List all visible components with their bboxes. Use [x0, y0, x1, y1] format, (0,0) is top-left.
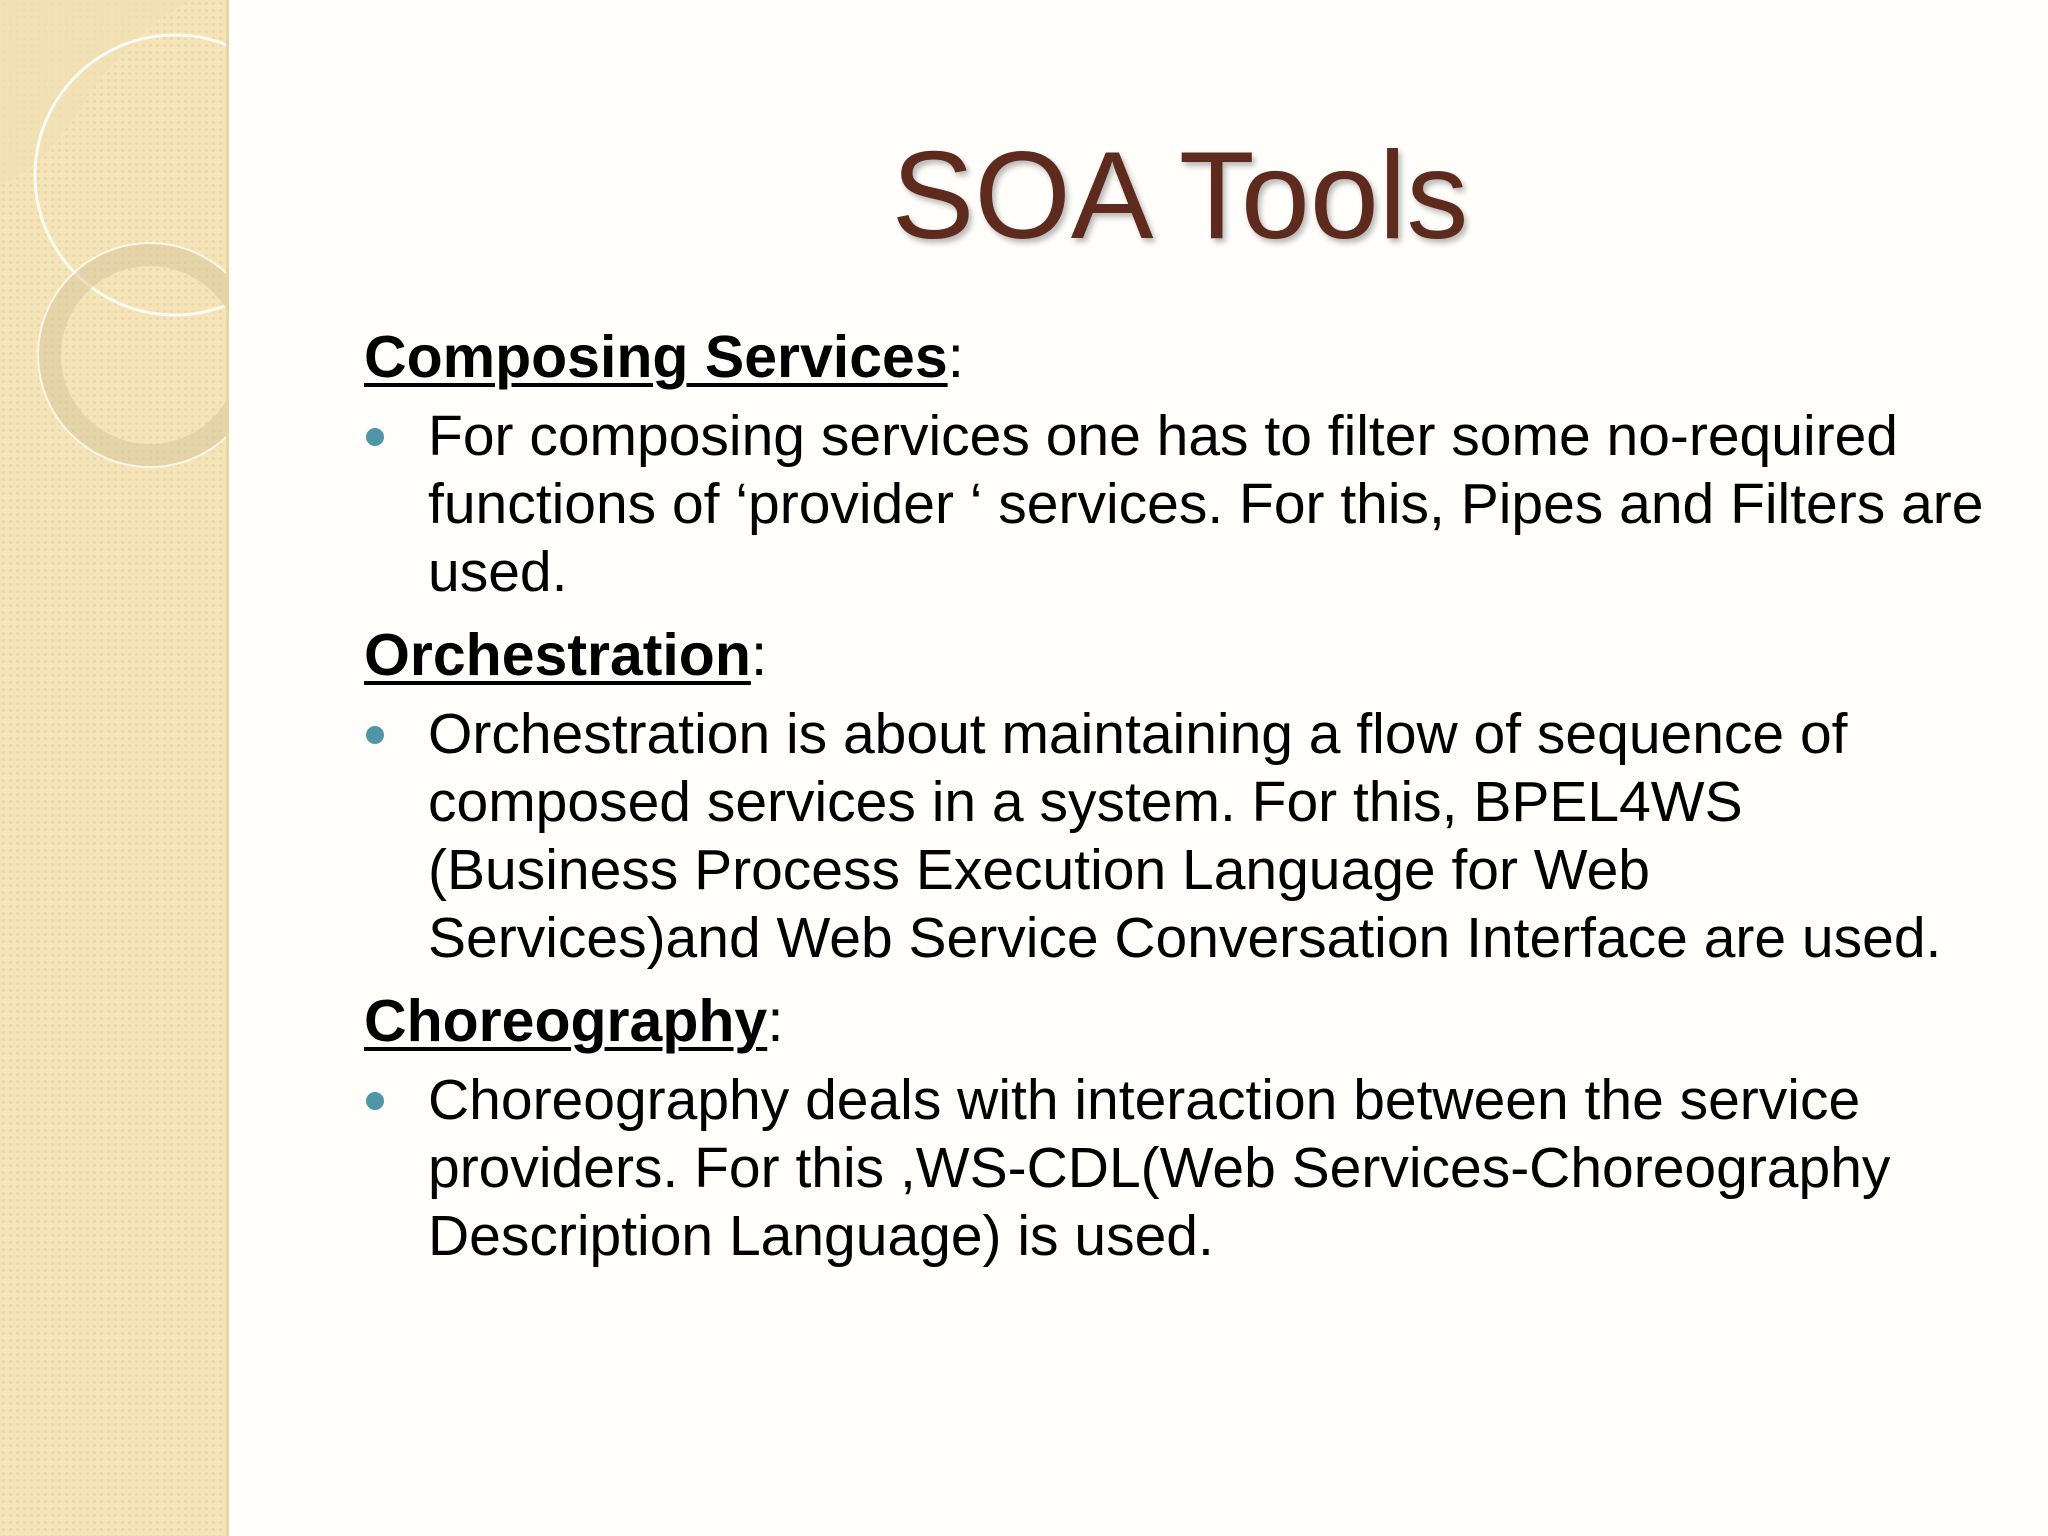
bullet-dot-icon	[366, 1092, 384, 1110]
decorative-rings	[0, 0, 228, 520]
section-heading-orchestration	[364, 620, 1984, 690]
bullet-text: For composing services one has to filter some no-required functions of ‘provider ‘ services. For this, Pipes and Filters are used.	[428, 404, 1984, 604]
section-heading-composing-services	[364, 322, 1984, 392]
heading-colon: :	[947, 324, 965, 390]
heading-text: Orchestration	[364, 622, 751, 688]
band-edge-line	[226, 0, 229, 1536]
bullet-composing-services	[364, 402, 1984, 606]
slide-content	[364, 322, 1984, 1284]
decorative-side-band	[0, 0, 228, 1536]
heading-text: Composing Services	[364, 324, 948, 390]
bullet-text: Choreography deals with interaction between the service providers. For this ,WS-CDL(Web Services-Choreography Description Language) is used.	[428, 1068, 1891, 1268]
heading-text: Choreography	[364, 988, 768, 1054]
bullet-dot-icon	[366, 726, 384, 744]
slide-title: SOA Tools	[891, 127, 1469, 265]
section-heading-choreography	[364, 986, 1984, 1056]
heading-colon: :	[750, 622, 768, 688]
bullet-orchestration	[364, 700, 1984, 972]
bullet-text: Orchestration is about maintaining a flow of sequence of composed services in a system. For this, BPEL4WS (Business Process Execution Language for Web Services)and Web Service Conversation Interface are used.	[428, 702, 1942, 970]
heading-colon: :	[767, 988, 784, 1054]
bullet-dot-icon	[366, 428, 384, 446]
bullet-choreography	[364, 1066, 1984, 1270]
